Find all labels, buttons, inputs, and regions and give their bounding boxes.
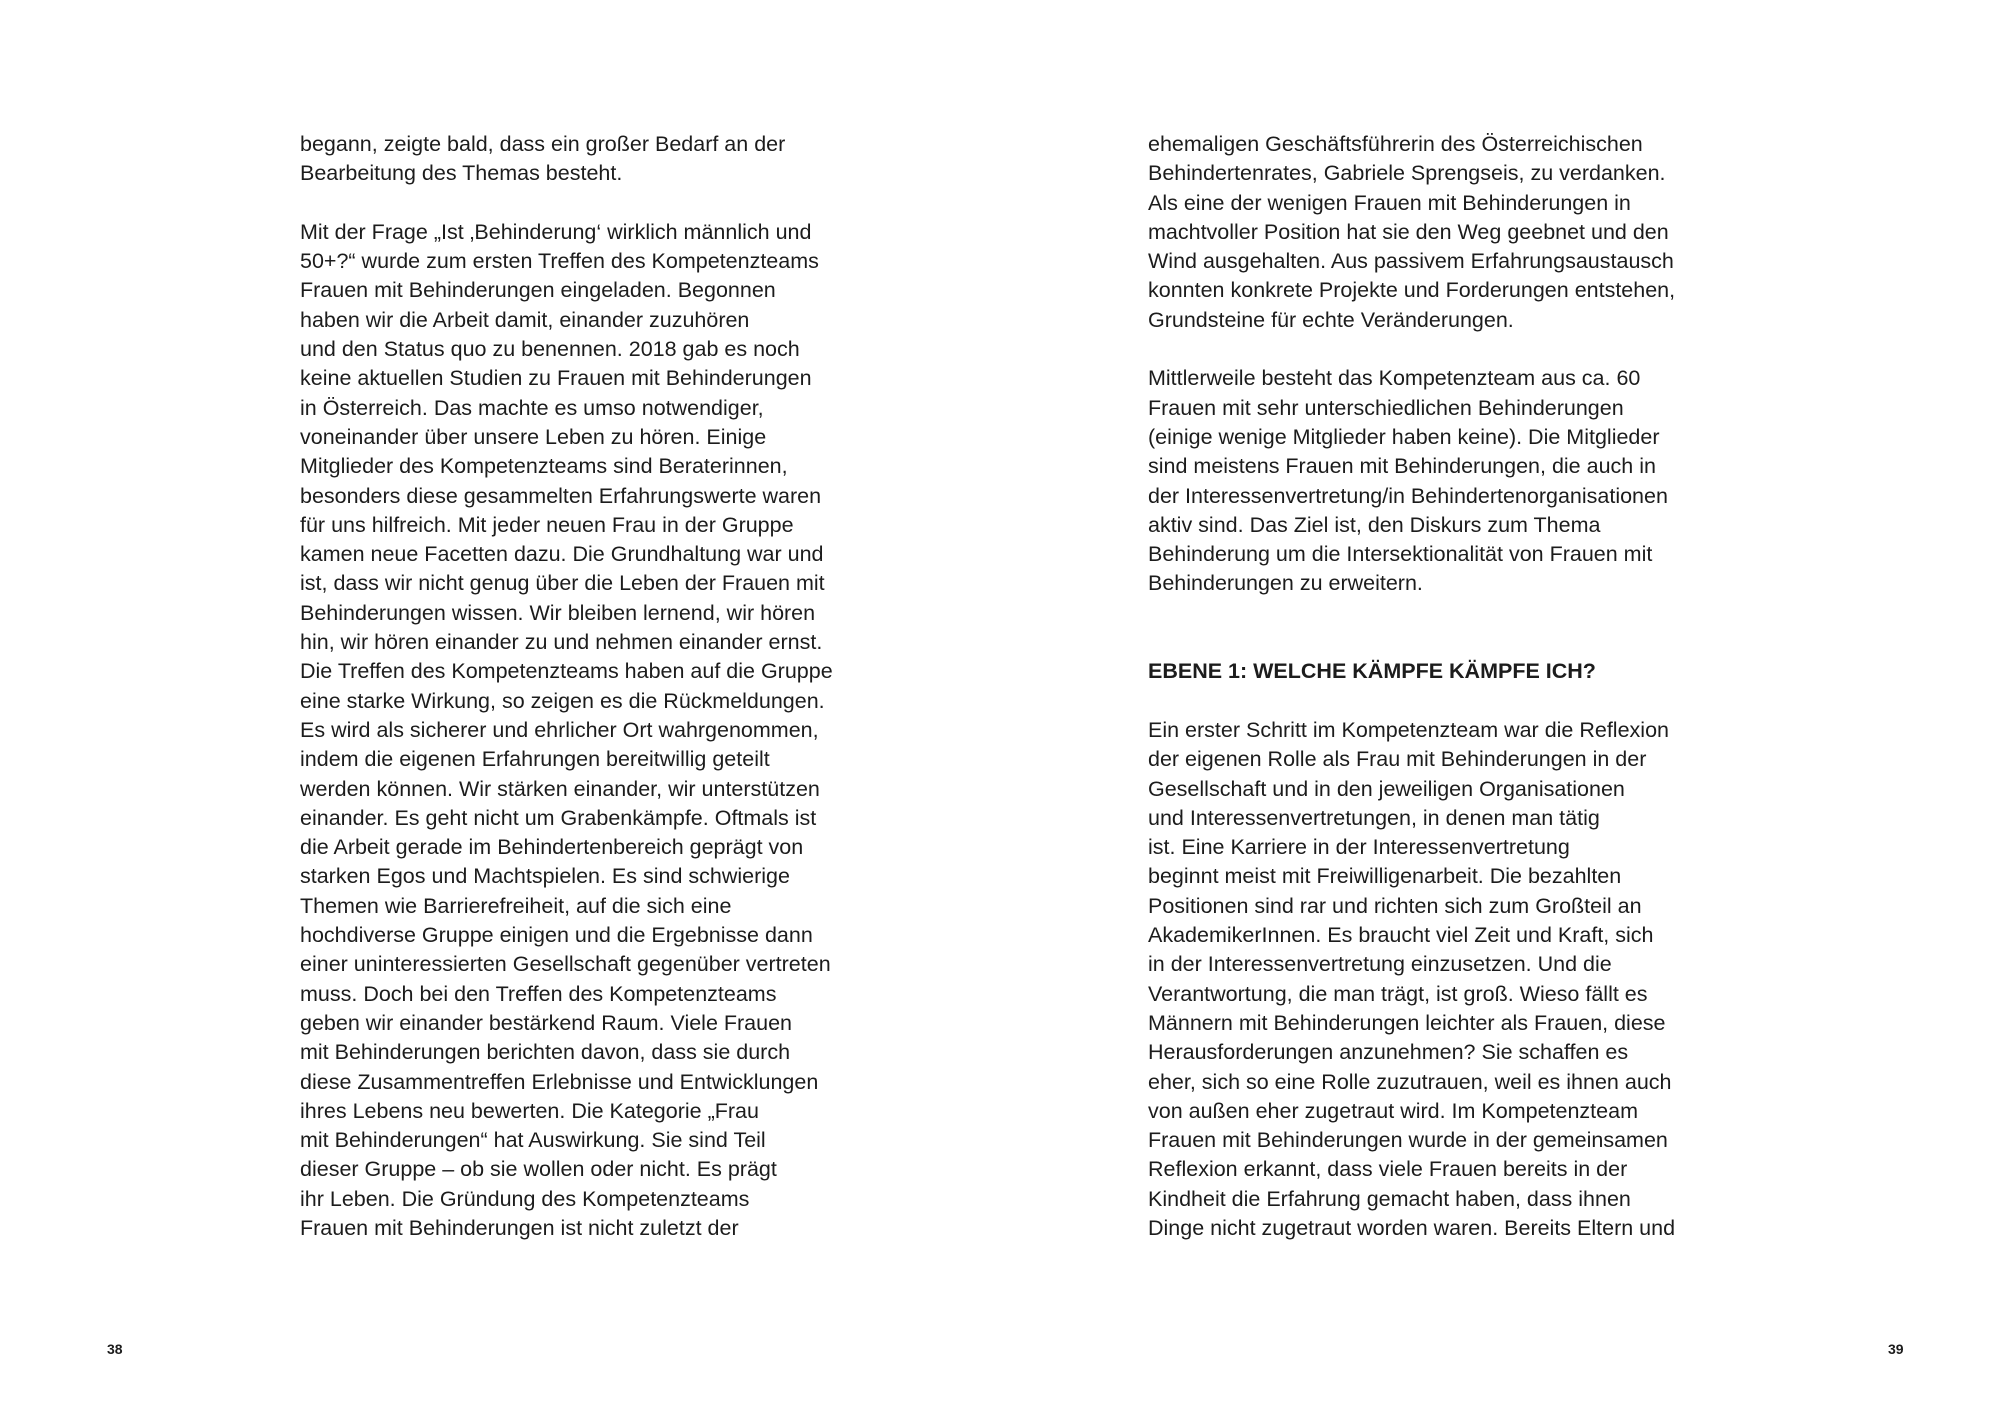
text-line: diese Zusammentreffen Erlebnisse und Entwicklungen bbox=[300, 1069, 819, 1094]
text-line: von außen eher zugetraut wird. Im Kompetenzteam bbox=[1148, 1098, 1638, 1123]
text-line: besonders diese gesammelten Erfahrungswerte waren bbox=[300, 483, 822, 508]
text-line: einer uninteressierten Gesellschaft gegenüber vertreten bbox=[300, 952, 831, 977]
text-line: hin, wir hören einander zu und nehmen einander ernst. bbox=[300, 630, 823, 655]
text-line: Behindertenrates, Gabriele Sprengseis, zu verdanken. bbox=[1148, 161, 1666, 186]
text-line: mit Behinderungen“ hat Auswirkung. Sie sind Teil bbox=[300, 1128, 766, 1153]
text-line: ehemaligen Geschäftsführerin des Österreichischen bbox=[1148, 132, 1643, 156]
text-line: Verantwortung, die man trägt, ist groß. Wieso fällt es bbox=[1148, 981, 1648, 1006]
text-line: und Interessenvertretungen, in denen man tätig bbox=[1148, 805, 1600, 830]
text-line: Reflexion erkannt, dass viele Frauen bereits in der bbox=[1148, 1157, 1628, 1182]
text-line: beginnt meist mit Freiwilligenarbeit. Die bezahlten bbox=[1148, 864, 1622, 889]
text-line: Frauen mit Behinderungen eingeladen. Begonnen bbox=[300, 278, 776, 303]
text-line: der Interessenvertretung/in Behindertenorganisationen bbox=[1148, 483, 1668, 508]
text-line: einander. Es geht nicht um Grabenkämpfe. Oftmals ist bbox=[300, 805, 817, 830]
text-line: indem die eigenen Erfahrungen bereitwillig geteilt bbox=[300, 747, 770, 772]
text-line: aktiv sind. Das Ziel ist, den Diskurs zum Thema bbox=[1148, 512, 1601, 537]
text-line: für uns hilfreich. Mit jeder neuen Frau in der Gruppe bbox=[300, 512, 794, 537]
right-paragraph-1 bbox=[1148, 130, 1728, 335]
text-line: Herausforderungen anzunehmen? Sie schaffen es bbox=[1148, 1040, 1629, 1065]
text-line: keine aktuellen Studien zu Frauen mit Behinderungen bbox=[300, 366, 812, 391]
text-line: konnten konkrete Projekte und Forderungen entstehen, bbox=[1148, 278, 1676, 303]
text-line: machtvoller Position hat sie den Weg geebnet und den bbox=[1148, 219, 1669, 244]
text-line: in der Interessenvertretung einzusetzen. Und die bbox=[1148, 952, 1612, 977]
text-line: der eigenen Rolle als Frau mit Behinderungen in der bbox=[1148, 747, 1647, 772]
text-line: starken Egos und Machtspielen. Es sind schwierige bbox=[300, 864, 790, 889]
text-line: Mit der Frage „Ist ‚Behinderung‘ wirklich männlich und bbox=[300, 219, 812, 244]
right-paragraph-2 bbox=[1148, 364, 1728, 598]
text-line: Ein erster Schritt im Kompetenzteam war die Reflexion bbox=[1148, 717, 1669, 742]
text-line: kamen neue Facetten dazu. Die Grundhaltung war und bbox=[300, 542, 824, 567]
text-line: Themen wie Barrierefreiheit, auf die sich eine bbox=[300, 893, 732, 918]
text-line: Grundsteine für echte Veränderungen. bbox=[1148, 307, 1514, 332]
right-page-number: 39 bbox=[1888, 1341, 1904, 1357]
paragraph-gap bbox=[1148, 687, 1728, 716]
text-line: Frauen mit Behinderungen ist nicht zuletzt der bbox=[300, 1215, 739, 1240]
text-line: sind meistens Frauen mit Behinderungen, die auch in bbox=[1148, 454, 1656, 479]
text-line: Frauen mit sehr unterschiedlichen Behinderungen bbox=[1148, 395, 1624, 420]
text-line: begann, zeigte bald, dass ein großer Bedarf an der bbox=[300, 132, 786, 156]
text-line: Mitglieder des Kompetenzteams sind Beraterinnen, bbox=[300, 454, 788, 479]
text-line: Dinge nicht zugetraut worden waren. Bereits Eltern und bbox=[1148, 1215, 1676, 1240]
section-heading: EBENE 1: WELCHE KÄMPFE KÄMPFE ICH? bbox=[1148, 659, 1596, 684]
text-line: dieser Gruppe – ob sie wollen oder nicht. Es prägt bbox=[300, 1157, 777, 1182]
text-line: AkademikerInnen. Es braucht viel Zeit und Kraft, sich bbox=[1148, 923, 1654, 948]
text-line: in Österreich. Das machte es umso notwendiger, bbox=[300, 395, 764, 420]
left-text-column bbox=[300, 130, 880, 1243]
text-line: haben wir die Arbeit damit, einander zuzuhören bbox=[300, 307, 750, 332]
paragraph-gap bbox=[1148, 628, 1728, 657]
text-line: (einige wenige Mitglieder haben keine). Die Mitglieder bbox=[1148, 424, 1660, 449]
text-line: eine starke Wirkung, so zeigen es die Rückmeldungen. bbox=[300, 688, 825, 713]
text-line: Bearbeitung des Themas besteht. bbox=[300, 161, 623, 186]
text-line: Behinderung um die Intersektionalität von Frauen mit bbox=[1148, 542, 1653, 567]
right-text-column bbox=[1148, 130, 1728, 1243]
text-line: Behinderungen zu erweitern. bbox=[1148, 571, 1423, 596]
text-line: 50+?“ wurde zum ersten Treffen des Kompetenzteams bbox=[300, 249, 819, 274]
text-line: Positionen sind rar und richten sich zum Großteil an bbox=[1148, 893, 1642, 918]
right-paragraph-3 bbox=[1148, 716, 1728, 1243]
text-line: ihr Leben. Die Gründung des Kompetenzteams bbox=[300, 1186, 750, 1211]
text-line: Kindheit die Erfahrung gemacht haben, dass ihnen bbox=[1148, 1186, 1631, 1211]
text-line: Die Treffen des Kompetenzteams haben auf die Gruppe bbox=[300, 659, 833, 684]
text-line: ihres Lebens neu bewerten. Die Kategorie „Frau bbox=[300, 1098, 759, 1123]
text-line: mit Behinderungen berichten davon, dass sie durch bbox=[300, 1040, 791, 1065]
text-line: Gesellschaft und in den jeweiligen Organisationen bbox=[1148, 776, 1625, 801]
text-line: und den Status quo zu benennen. 2018 gab es noch bbox=[300, 337, 800, 362]
text-line: Wind ausgehalten. Aus passivem Erfahrungsaustausch bbox=[1148, 249, 1674, 274]
text-line: Mittlerweile besteht das Kompetenzteam aus ca. 60 bbox=[1148, 366, 1641, 391]
paragraph-gap bbox=[1148, 599, 1728, 628]
text-line: hochdiverse Gruppe einigen und die Ergebnisse dann bbox=[300, 923, 813, 948]
text-line: ist, dass wir nicht genug über die Leben der Frauen mit bbox=[300, 571, 825, 596]
left-page-number: 38 bbox=[107, 1341, 123, 1357]
text-line: Als eine der wenigen Frauen mit Behinderungen in bbox=[1148, 190, 1631, 215]
text-line: ist. Eine Karriere in der Interessenvertretung bbox=[1148, 835, 1570, 860]
text-line: Männern mit Behinderungen leichter als Frauen, diese bbox=[1148, 1010, 1666, 1035]
right-page bbox=[1000, 0, 2000, 1412]
text-line: eher, sich so eine Rolle zuzutrauen, weil es ihnen auch bbox=[1148, 1069, 1672, 1094]
paragraph-gap bbox=[1148, 335, 1728, 364]
text-line: Es wird als sicherer und ehrlicher Ort wahrgenommen, bbox=[300, 717, 819, 742]
text-line: werden können. Wir stärken einander, wir unterstützen bbox=[300, 776, 820, 801]
text-line: Behinderungen wissen. Wir bleiben lernend, wir hören bbox=[300, 600, 816, 625]
paragraph-gap bbox=[300, 189, 880, 218]
text-line: voneinander über unsere Leben zu hören. Einige bbox=[300, 424, 767, 449]
text-line: die Arbeit gerade im Behindertenbereich geprägt von bbox=[300, 835, 804, 860]
text-line: geben wir einander bestärkend Raum. Viele Frauen bbox=[300, 1010, 793, 1035]
text-line: muss. Doch bei den Treffen des Kompetenzteams bbox=[300, 981, 777, 1006]
text-line: Frauen mit Behinderungen wurde in der gemeinsamen bbox=[1148, 1128, 1668, 1153]
